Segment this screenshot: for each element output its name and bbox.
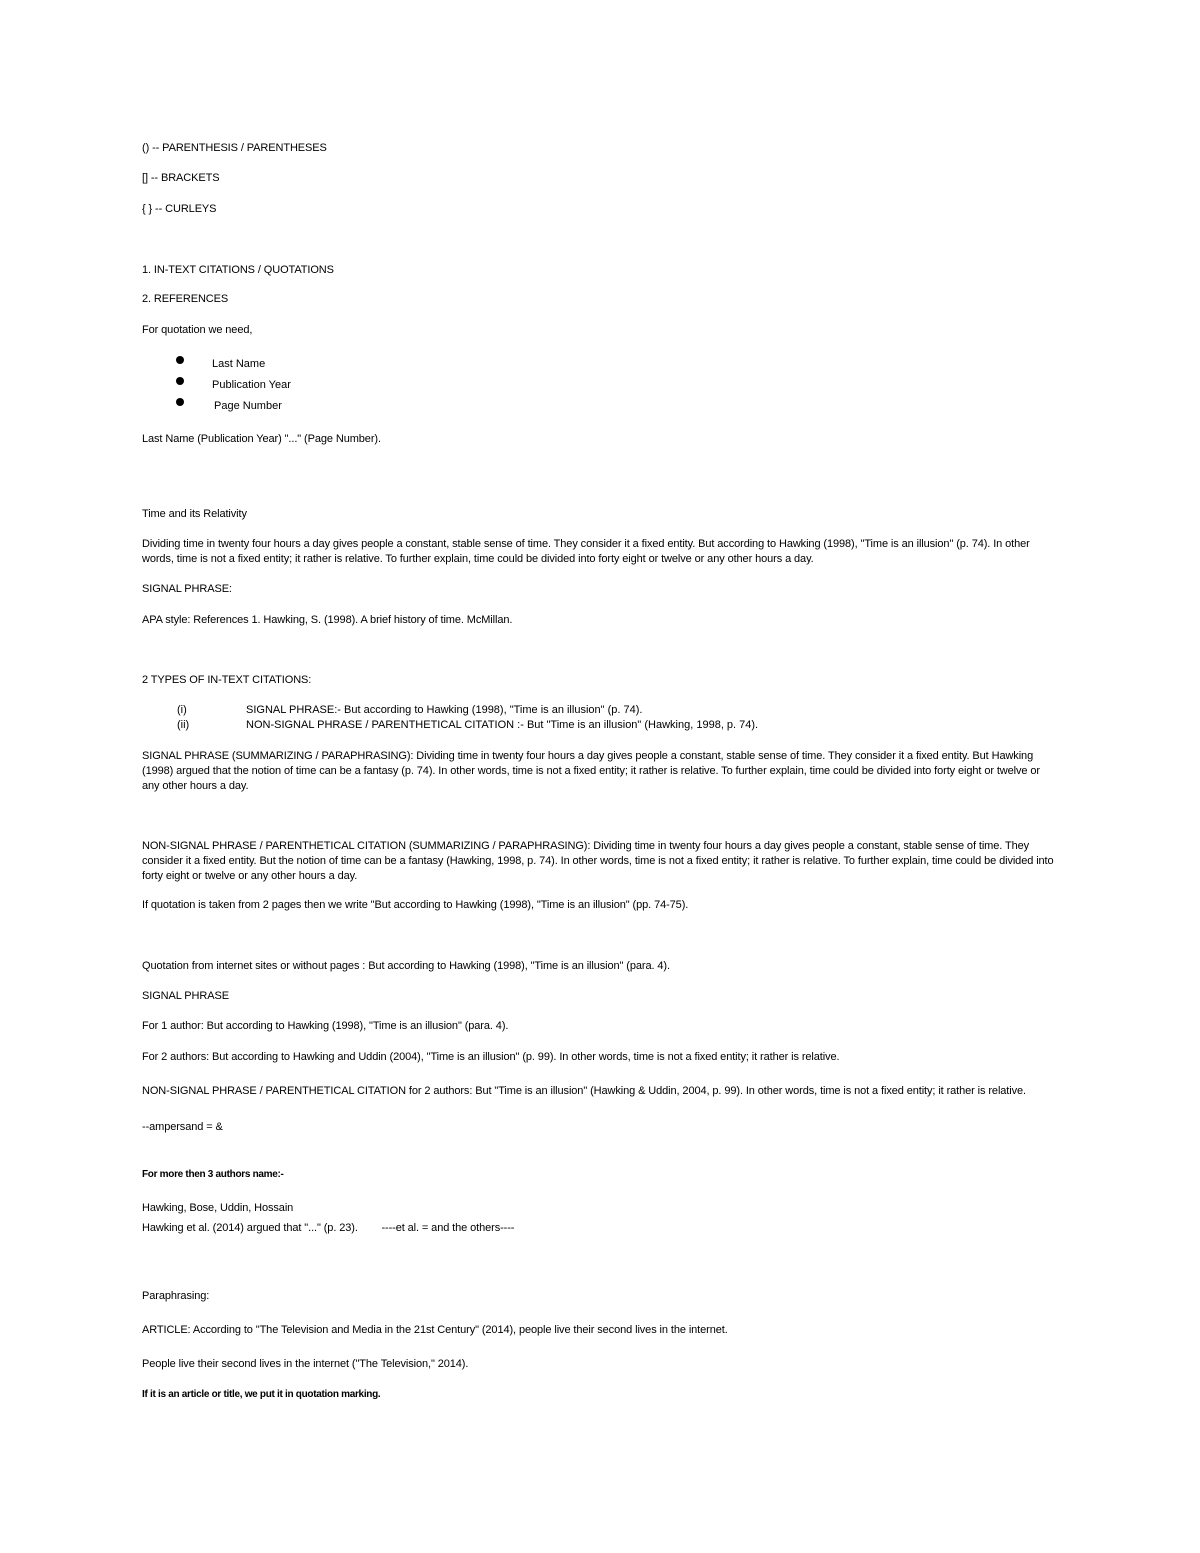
et-al-line: Hawking et al. (2014) argued that "..." (p. 23). ----et al. = and the others---- [142, 1222, 515, 1234]
type-signal-phrase: SIGNAL PHRASE:- But according to Hawking (1998), "Time is an illusion" (p. 74). [246, 704, 643, 716]
bullet-icon [176, 398, 184, 406]
type-non-signal-phrase: NON-SIGNAL PHRASE / PARENTHETICAL CITATION :- But "Time is an illusion" (Hawking, 1998, p. 74). [246, 719, 759, 731]
three-authors-heading: For more then 3 authors name:- [142, 1169, 284, 1180]
bullet-page-number: Page Number [214, 400, 282, 412]
ampersand-line: --ampersand = & [142, 1121, 223, 1133]
essay-paragraph: Dividing time in twenty four hours a day gives people a constant, stable sense of time. They consider it a fixed entity. But according to Hawking (1998), "Time is an illusion" (p. 74). In other words, time is not a fixed entity; it rather is relative. To further explain, time could be divided into forty eight or twelve or any other hours a day. [142, 538, 1030, 565]
bullet-icon [176, 377, 184, 385]
brackets-line: [] -- BRACKETS [142, 172, 220, 184]
parenthesis-line: () -- PARENTHESIS / PARENTHESES [142, 142, 327, 154]
two-pages-quotation-line: If quotation is taken from 2 pages then we write "But according to Hawking (1998), "Time is an illusion" (pp. 74-75). [142, 899, 689, 911]
signal-phrase-heading: SIGNAL PHRASE [142, 990, 229, 1002]
type-number: (ii) [177, 719, 190, 731]
two-authors-parenthetical-line: NON-SIGNAL PHRASE / PARENTHETICAL CITATION for 2 authors: But "Time is an illusion" (Hawking & Uddin, 2004, p. 99). In other words, time is not a fixed entity; it rather is relative. [142, 1085, 1026, 1097]
bullet-icon [176, 356, 184, 364]
references-heading: 2. REFERENCES [142, 293, 229, 305]
quotation-needs-line: For quotation we need, [142, 324, 253, 336]
apa-reference-line: APA style: References 1. Hawking, S. (1998). A brief history of time. McMillan. [142, 614, 513, 626]
curleys-line: { } -- CURLEYS [142, 203, 217, 215]
citation-format-line: Last Name (Publication Year) "..." (Page Number). [142, 433, 381, 445]
one-author-line: For 1 author: But according to Hawking (1998), "Time is an illusion" (para. 4). [142, 1020, 509, 1032]
quotation-marking-note: If it is an article or title, we put it in quotation marking. [142, 1389, 381, 1400]
signal-phrase-paragraph: SIGNAL PHRASE (SUMMARIZING / PARAPHRASING): Dividing time in twenty four hours a day gives people a constant, stable sense of time. They consider it a fixed entity. But Hawking (1998) argued that the notion of time can be a fantasy (p. 74). In other words, time is not a fixed entity; it rather is relative. To further explain, time could be divided into forty eight or twelve or any other hours a day. [142, 750, 1040, 792]
second-lives-line: People live their second lives in the internet ("The Television," 2014). [142, 1358, 469, 1370]
author-names-line: Hawking, Bose, Uddin, Hossain [142, 1202, 294, 1214]
citation-types-heading: 2 TYPES OF IN-TEXT CITATIONS: [142, 674, 312, 686]
in-text-citations-heading: 1. IN-TEXT CITATIONS / QUOTATIONS [142, 264, 334, 276]
bullet-publication-year: Publication Year [212, 379, 291, 391]
bullet-last-name: Last Name [212, 358, 266, 370]
two-authors-line: For 2 authors: But according to Hawking and Uddin (2004), "Time is an illusion" (p. 99). In other words, time is not a fixed entity; it rather is relative. [142, 1051, 840, 1063]
internet-quotation-line: Quotation from internet sites or without pages : But according to Hawking (1998), "Time is an illusion" (para. 4). [142, 960, 670, 972]
essay-title: Time and its Relativity [142, 508, 247, 520]
non-signal-phrase-paragraph: NON-SIGNAL PHRASE / PARENTHETICAL CITATION (SUMMARIZING / PARAPHRASING): Dividing time in twenty four hours a day gives people a constant, stable sense of time. They consider it a fixed entity. But the notion of time can be a fantasy (Hawking, 1998, p. 74). In other words, time is not a fixed entity; it rather is relative. To further explain, time could be divided into forty eight or twelve or any other hours a day. [142, 840, 1054, 882]
article-line: ARTICLE: According to "The Television and Media in the 21st Century" (2014), people live their second lives in the internet. [142, 1324, 728, 1336]
signal-phrase-label: SIGNAL PHRASE: [142, 583, 232, 595]
paraphrasing-heading: Paraphrasing: [142, 1290, 210, 1302]
type-number: (i) [177, 704, 187, 716]
